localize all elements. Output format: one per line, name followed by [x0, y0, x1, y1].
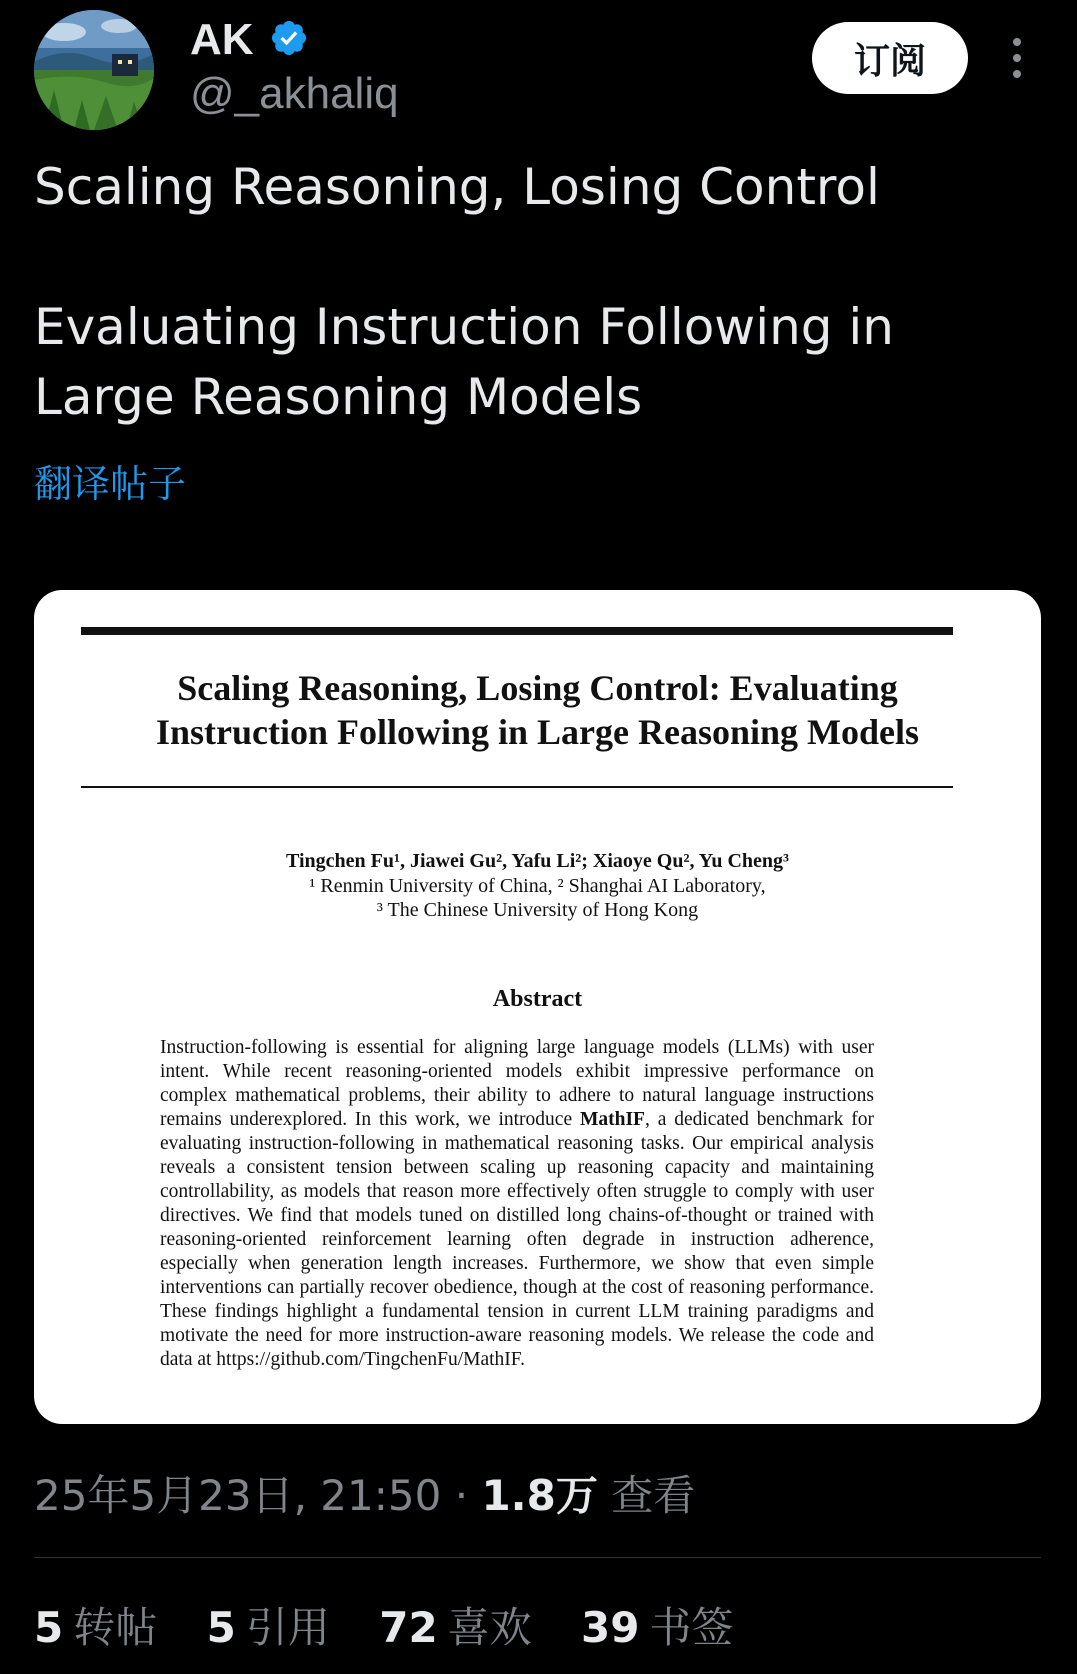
more-vertical-icon[interactable] [1000, 36, 1034, 80]
tweet-text-line1: Scaling Reasoning, Losing Control [34, 158, 880, 216]
paper-title-rule [81, 786, 953, 788]
quotes-label: 引用 [245, 1603, 330, 1652]
meta-separator: · [454, 1471, 469, 1520]
views-count: 1.8万 [481, 1471, 598, 1520]
abstract-benchmark-name: MathIF [579, 1109, 645, 1130]
abstract-text-end: , a dedicated benchmark for evaluating instruction-following in mathematical reasoning tasks. Our empirical analysis reveals a consistent tension between scaling up reasoning capacity and maintaining controllability, as models that reason more effectively often struggle to comply with user directives. We find that models tuned on distilled long chains-of-thought or trained with reasoning-oriented reinforcement learning often degrade in instruction adherence, especially when generation length increases. Furthermore, we show that even simple interventions can partially recover obedience, though at the cost of reasoning performance. These findings highlight a fundamental tension in current LLM training paradigms and motivate the need for more instruction-aware reasoning models. We release the code and data at https://github.com/TingchenFu/MathIF. [160, 1109, 874, 1370]
paper-top-rule [81, 627, 953, 635]
reposts-label: 转帖 [73, 1603, 158, 1652]
bookmarks-label: 书签 [649, 1603, 734, 1652]
handle[interactable]: @_akhaliq [190, 69, 399, 118]
likes-label: 喜欢 [447, 1603, 532, 1652]
reposts-count: 5 [34, 1603, 64, 1652]
paper-title-line1: Scaling Reasoning, Losing Control: Evaluating [177, 668, 898, 708]
author-block[interactable] [190, 14, 399, 120]
paper-screenshot [34, 590, 1041, 1424]
translate-post-link[interactable]: 翻译帖子 [34, 462, 187, 506]
views-label: 查看 [611, 1471, 696, 1520]
likes-stat[interactable] [379, 1598, 531, 1658]
tweet-text-line2: Evaluating Instruction Following in Large Reasoning Models [34, 298, 894, 426]
likes-count: 72 [379, 1603, 438, 1652]
quotes-stat[interactable] [207, 1598, 330, 1658]
avatar[interactable] [34, 10, 154, 130]
paper-title-line2: Instruction Following in Large Reasoning Models [155, 712, 920, 752]
display-name[interactable]: AK [190, 15, 254, 64]
paper-affiliation-2: ³ The Chinese University of Hong Kong [376, 899, 699, 921]
bookmarks-stat[interactable] [581, 1598, 733, 1658]
abstract-heading: Abstract [492, 986, 583, 1012]
quotes-count: 5 [206, 1603, 236, 1652]
tweet-text [34, 152, 1044, 432]
paper-affiliation-1: ¹ Renmin University of China, ² Shanghai AI Laboratory, [309, 875, 766, 897]
avatar-image [34, 10, 154, 130]
meta-divider [34, 1557, 1041, 1558]
bookmarks-count: 39 [581, 1603, 640, 1652]
abstract-text-start: Instruction-following is essential for aligning large language models (LLMs) with user intent. While recent reasoning-oriented models exhibit impressive performance on complex mathematical problems, their ability to adhere to natural language instructions remains underexplored. In this work, we introduce [160, 1037, 874, 1130]
media-image[interactable] [34, 590, 1041, 1424]
abstract-body [160, 1036, 874, 1372]
verified-badge-icon [269, 18, 309, 58]
tweet-meta [34, 1466, 695, 1526]
subscribe-button[interactable]: 订阅 [812, 22, 968, 94]
reposts-stat[interactable] [34, 1598, 157, 1658]
timestamp[interactable]: 25年5月23日, 21:50 [34, 1471, 442, 1520]
engagement-stats [34, 1598, 770, 1658]
tweet-header [0, 0, 1077, 140]
paper-title [34, 666, 1041, 754]
paper-authors: Tingchen Fu¹, Jiawei Gu², Yafu Li²; Xiaoye Qu², Yu Cheng³ [285, 850, 790, 872]
